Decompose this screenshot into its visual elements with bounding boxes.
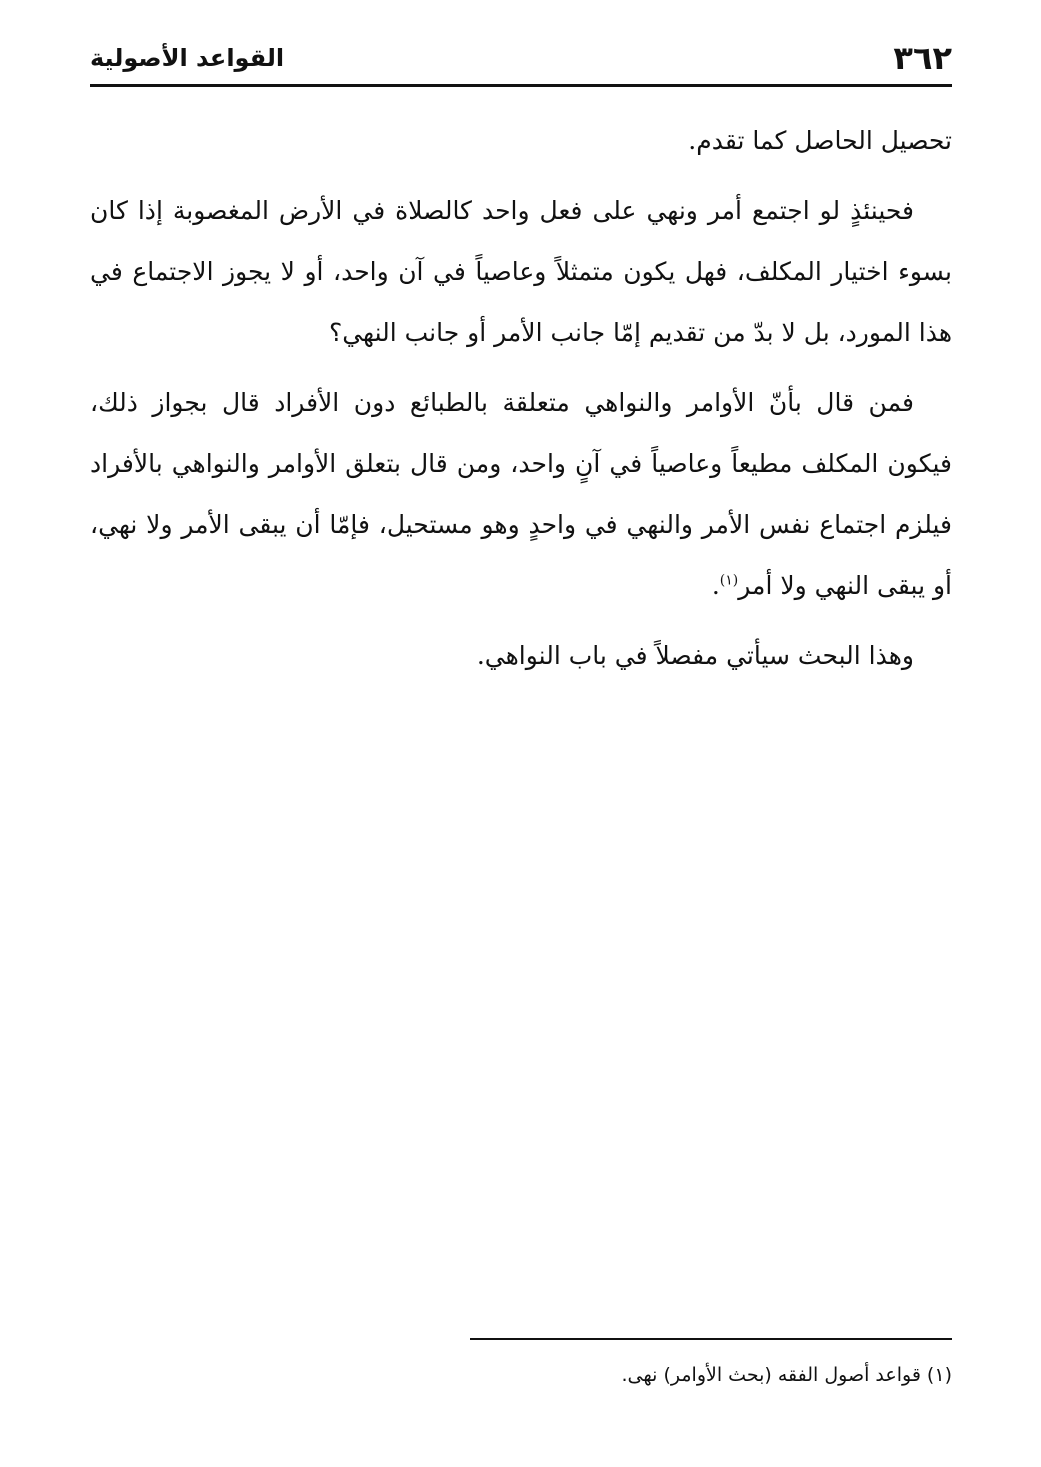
paragraph-4: وهذا البحث سيأتي مفصلاً في باب النواهي. <box>476 641 914 670</box>
paragraph-2: فحينئذٍ لو اجتمع أمر ونهي على فعل واحد كالصلاة في الأرض المغصوبة إذا كان بسوء اختيار المكلف، فهل يكون متمثلاً وعاصياً في آن واحد، أو لا يجوز الاجتماع في هذا المورد، بل لا بدّ من تقديم إمّا جانب الأمر أو جانب النهي؟ <box>90 196 952 347</box>
footnote: (١) قواعد أصول الفقه (بحث الأوامر) نهى. <box>621 1364 952 1386</box>
header-rule <box>90 84 952 87</box>
footnote-reference[interactable]: (١) <box>719 572 739 589</box>
paragraph-1: تحصيل الحاصل كما تقدم. <box>688 126 952 155</box>
paragraph-3-text: فمن قال بأنّ الأوامر والنواهي متعلقة بالطبائع دون الأفراد قال بجواز ذلك، فيكون المكلف مطيعاً وعاصياً في آنٍ واحد، ومن قال بتعلق الأوامر والنواهي بالأفراد فيلزم اجتماع نفس الأمر والنهي في واحدٍ وهو مستحيل، فإمّا أن يبقى الأمر ولا نهي، أو يبقى النهي ولا أمر <box>90 388 952 600</box>
paragraph-3-end: . <box>711 571 720 600</box>
paragraph-3 <box>90 372 952 616</box>
body-text <box>90 110 952 695</box>
footnote-rule <box>470 1338 952 1340</box>
page-header <box>90 26 952 78</box>
running-title: القواعد الأصولية <box>90 44 285 72</box>
page-number: ٣٦٢ <box>893 39 952 77</box>
